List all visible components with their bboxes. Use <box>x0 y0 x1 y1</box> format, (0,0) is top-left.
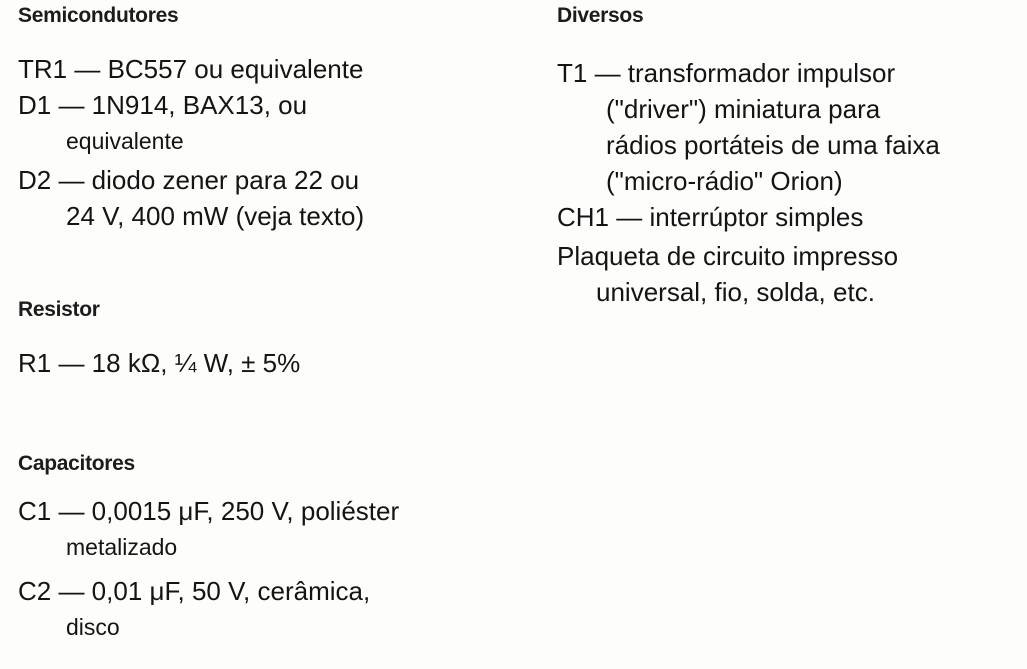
heading-resistor: Resistor <box>18 298 100 321</box>
item-line-continuation: rádios portáteis de uma faixa <box>606 130 940 160</box>
heading-diversos: Diversos <box>557 4 644 27</box>
item-line: CH1 — interrúptor simples <box>557 202 864 232</box>
item-line-continuation: equivalente <box>66 128 184 154</box>
heading-capacitores: Capacitores <box>18 452 135 475</box>
item-line: D2 — diodo zener para 22 ou <box>18 165 360 195</box>
parts-list-item-c2 <box>18 573 370 645</box>
item-line-continuation: 24 V, 400 mW (veja texto) <box>66 201 365 231</box>
item-line: D1 — 1N914, BAX13, ou <box>18 90 308 120</box>
item-line-continuation: disco <box>66 614 120 640</box>
item-line: R1 — 18 kΩ, ¼ W, ± 5% <box>18 348 301 378</box>
item-line: C1 — 0,0015 μF, 250 V, poliéster <box>18 496 400 526</box>
parts-list-item-d2 <box>18 162 364 234</box>
parts-list-item-tr1 <box>18 51 363 87</box>
parts-list-item-c1 <box>18 493 399 565</box>
item-line: C2 — 0,01 μF, 50 V, cerâmica, <box>18 576 371 606</box>
parts-list-item-ch1 <box>557 199 863 235</box>
parts-list-item-t1 <box>557 55 940 199</box>
item-line-continuation: universal, fio, solda, etc. <box>596 277 875 307</box>
item-line: T1 — transformador impulsor <box>557 58 896 88</box>
item-line: TR1 — BC557 ou equivalente <box>18 54 364 84</box>
heading-semicondutores: Semicondutores <box>18 4 179 27</box>
item-line: Plaqueta de circuito impresso <box>557 241 899 271</box>
item-line-continuation: ("micro-rádio" Orion) <box>606 166 843 196</box>
parts-list-item-r1 <box>18 345 300 381</box>
parts-list-item-plaqueta <box>557 238 898 310</box>
item-line-continuation: metalizado <box>66 534 178 560</box>
item-line-continuation: ("driver") miniatura para <box>606 94 881 124</box>
parts-list-item-d1 <box>18 87 307 159</box>
